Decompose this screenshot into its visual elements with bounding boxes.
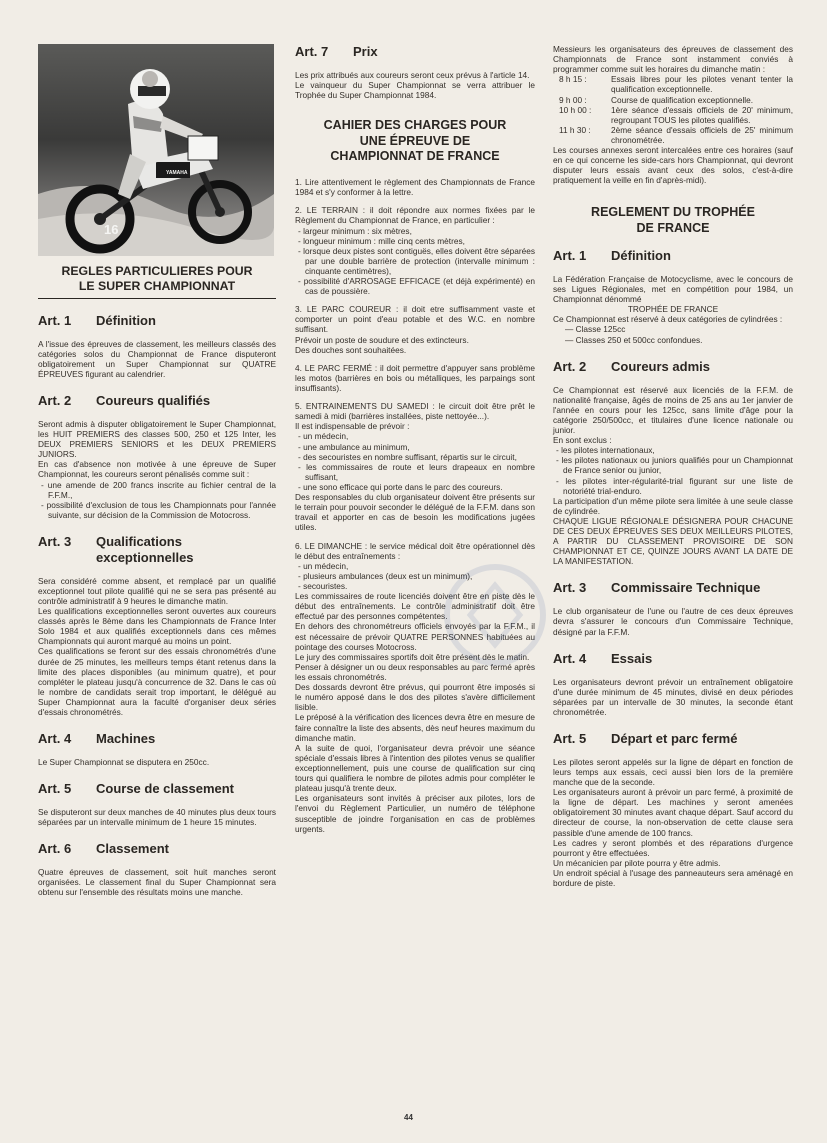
r-art4-text: Les organisateurs devront prévoir un entraînement obligatoire d'une durée minimum de 45 minutes, divisé en deux périodes séparées par un intervalle de 30 minutes, la seconde étant chronométrée. (553, 676, 793, 717)
charge-5: 5. ENTRAINEMENTS DU SAMEDI : le circuit doit être prêt le samedi à midi (barrières installées, piste nettoyée...). (295, 401, 535, 422)
art3-heading: Art. 3 Qualifications exceptionnelles (38, 533, 194, 565)
charge-3b: Prévoir un poste de soudure et des extincteurs. (295, 334, 469, 345)
art2-heading: Art. 2 Coureurs qualifiés (38, 393, 211, 409)
bike-brand: YAMAHA (166, 170, 188, 176)
art4-heading: Art. 4 Machines (38, 731, 156, 747)
art7-text-2: Le vainqueur du Super Championnat se verra attribuer le Trophée du Super Championnat 1984. (295, 79, 535, 101)
art7-text-1: Les prix attribués aux coureurs seront ceux prévus à l'article 14. (295, 69, 530, 80)
dimanche-para: Des dossards devront être prévus, qui pourront être imposés si le numéro apposé dans le dos des pilotes s'avère difficilement lisible. (295, 682, 535, 713)
dimanche-para: En dehors des chronométreurs officiels envoyés par la F.F.M., il est nécessaire de prévoir QUATRE PERSONNES habituées au pointage des courses Motocross. (295, 621, 535, 652)
page-number: 44 (404, 1113, 413, 1122)
dimanche-item: - secouristes. (298, 581, 348, 591)
art5-heading: Art. 5 Course de classement (38, 781, 235, 797)
samedi-item: - les commissaires de route et leurs drapeaux en nombre suffisant, (298, 461, 535, 482)
r-art3-text: Le club organisateur de l'une ou l'autre de ces deux épreuves devra s'assurer le concours d'un Commissaire Technique, désigné par la F.F.M. (553, 606, 793, 637)
terrain-item: - possibilité d'ARROSAGE EFFICACE (et déjà expérimenté) en cas de poussière. (298, 276, 535, 297)
art1-text: A l'issue des épreuves de classement, les meilleurs classés des catégories solos du Championnat de France disputeront obligatoirement un Super Championnat sur QUATRE ÉPREUVES figurant au calendrier. (38, 338, 276, 379)
dimanche-para: Les organisateurs sont invités à préciser aux pilotes, lors de l'envoi du Règlement Particulier, un numéro de téléphone susceptible de joindre l'organisation en cas de problèmes urgents. (295, 793, 535, 834)
dimanche-para: A la suite de quoi, l'organisateur devra prévoir une séance spéciale d'essais libres à l'intention des pilotes venus se qualifier exceptionnellement, puis une course de qualification sur cinq tours qui qualifiera le nombre de pilotes admis pour compléter le plateau jusqu'à trente deux. (295, 742, 535, 794)
super-championnat-title: REGLES PARTICULIERES POUR LE SUPER CHAMPIONNAT (38, 264, 276, 299)
charge-3c: Des douches sont souhaitées. (295, 344, 407, 355)
dimanche-para: Penser à désigner un ou deux responsables au parc fermé après les essais chronométrés. (295, 661, 535, 682)
r-art2-text-3: La participation d'un même pilote sera limitée à une seule classe de cylindrée. (553, 495, 793, 516)
schedule-row: 11 h 30 : 2ème séance d'essais officiels de 25' minimum chronométrée. (559, 124, 793, 145)
dimanche-item: - un médecin, (298, 560, 349, 571)
r-art2-text: Ce Championnat est réservé aux licenciés de la F.F.M. de nationalité française, âgés de moins de 25 ans au 1er janvier de l'année en cours pour les 125cc, sans limite d'âge pour la catégorie 250/500cc, et titulaires d'une licence nationale ou junior. (553, 384, 793, 435)
exclus-item: - les pilotes inter-régularité-trial figurant sur une liste de notoriété trial-enduro. (556, 475, 793, 496)
r-art1-text-2: Ce Championnat est réservé à deux catégories de cylindrées : (553, 314, 783, 325)
bike-number: 16 (104, 222, 119, 237)
r-art2-text-4: CHAQUE LIGUE RÉGIONALE DÉSIGNERA POUR CHACUNE DE CES DEUX ÉPREUVES SES DEUX MEILLEURS PILOTES, A PARTIR DU CLASSEMENT PROVISOIRE DE SON CHAMPIONNAT ET CE, QUINZE JOURS AVANT LA DATE DE LA MANIFESTATION. (553, 515, 793, 567)
charge-3: 3. LE PARC COUREUR : il doit etre suffisamment vaste et comporter un point d'eau potable et des W.C. en nombre suffisant. (295, 304, 535, 335)
schedule-row: 10 h 00 : 1ère séance d'essais officiels de 20' minimum, regroupant TOUS les pilotes qualifiés. (559, 104, 793, 125)
r-art5-text: Les cadres y seront plombés et des réparations d'urgence pourront y être effectuées. (553, 837, 793, 858)
right-column (553, 0, 793, 888)
r-art5-text: Les organisateurs auront à prévoir un parc fermé, à proximité de la ligne de départ. Les machines y seront amenées obligatoirement 30 minutes avant chaque départ. Sauf accord du directeur de course, la non-observation de cette clause sera passible d'une amende de 100 francs. (553, 787, 793, 838)
dimanche-para: Les commissaires de route licenciés doivent être en piste dès le début des entraînements. Le contrôle administratif doit être effectué par des personnes compétentes. (295, 591, 535, 622)
left-column (38, 0, 276, 897)
r-art3-heading: Art. 3 Commissaire Technique (553, 580, 761, 596)
art3-text-1: Sera considéré comme absent, et remplacé par un qualifié exceptionnel tout pilote qualifié qui ne se sera pas présenté au contrôle administratif à 9 heures le dimanche matin. (38, 575, 276, 606)
r-art4-heading: Art. 4 Essais (553, 650, 653, 666)
reglement-trophee-title: REGLEMENT DU TROPHÉE DE FRANCE (591, 204, 755, 235)
charge-1: 1. Lire attentivement le règlement des Championnats de France 1984 et s'y conformer à la lettre. (295, 177, 535, 198)
art1-heading: Art. 1 Définition (38, 312, 156, 328)
r-art5-text: Les pilotes seront appelés sur la ligne de départ en fonction de leurs temps aux essais, ceci aussi bien lors de la première manche que de la seconde. (553, 756, 793, 788)
r-art2-heading: Art. 2 Coureurs admis (553, 358, 710, 374)
charge-2: 2. LE TERRAIN : il doit répondre aux normes fixées par le Règlement du Championnat de France, en particulier : (295, 205, 535, 226)
terrain-item: - largeur minimum : six mètres, (298, 225, 412, 236)
art2-text-1: Seront admis à disputer obligatoirement le Super Championnat, les HUIT PREMIERS des classes 500, 250 et 125 Inter, les DEUX PREMIERS SENIORS et les DEUX PREMIERS JUNIORS. (38, 418, 276, 460)
schedule-row: 8 h 15 : Essais libres pour les pilotes venant tenter la qualification exceptionnelle. (559, 74, 793, 95)
r-art1-text: La Fédération Française de Motocyclisme, avec le concours de ses Ligues Régionales, met en compétition pour 1984, un Championnat dénommé (553, 273, 793, 305)
art2-text-2: En cas d'absence non motivée à une épreuve de Super Championnat, les coureurs seront pénalisés comme suit : (38, 459, 276, 480)
samedi-item: - des secouristes en nombre suffisant, répartis sur le circuit, (298, 451, 517, 462)
art6-text: Quatre épreuves de classement, soit huit manches seront organisées. Le classement final du Super Championnat sera obtenu sur l'ensemble des résultats moins une manche. (38, 867, 276, 898)
art2-penalty-1: - une amende de 200 francs inscrite au fichier central de la F.F.M., (41, 479, 276, 500)
dimanche-para: Le préposé à la vérification des licences devra être en mesure de faire connaître la liste des absents, dès neuf heures maximum du dimanche matin. (295, 712, 535, 743)
charge-6: 6. LE DIMANCHE : le service médical doit être opérationnel dès le début des entraînements : (295, 540, 535, 561)
art2-penalty-2: - possibilité d'exclusion de tous les Championnats pour l'année suivante, sur décision de la Commission de Motocross. (41, 499, 276, 520)
schedule-row: 9 h 00 : Course de qualification exceptionnelle. (559, 94, 754, 105)
art3-text-3: Ces qualifications se feront sur des essais chronométrés d'une durée de 25 minutes, les meilleurs temps étant retenus dans la limite des places disponibles (au minimum quatre), et pour compléter le plateau jusqu'à concurrence de 32. Dans le cas où le nombre de candidats serait trop important, le délégué au Super Championnat aura la faculté d'organiser deux séries d'essais chronométrés. (38, 646, 276, 718)
charge-5b: Il est indispensable de prévoir : (295, 421, 410, 432)
art4-text: Le Super Championnat se disputera en 250cc. (38, 757, 210, 768)
samedi-item: - une sono efficace qui porte dans le parc des coureurs. (298, 482, 503, 493)
trophy-name: TROPHÉE DE FRANCE (627, 304, 719, 315)
terrain-item: - lorsque deux pistes sont contiguës, elles doivent être séparées par une double barrière de protection (intervalle minimum : cinquante centimètres), (298, 245, 535, 276)
art3-text-2: Les qualifications exceptionnelles seront ouvertes aux coureurs classés après le 8ème dans les Championnats de France Inter Solo 1984 et aux qualifiés exceptionnels dans ces mêmes Championnats qui auront marqué au moins un point. (38, 606, 276, 647)
r-art1-heading: Art. 1 Définition (553, 248, 671, 264)
exclus-item: - les pilotes nationaux ou juniors qualifiés pour un Championnat de France senior ou junior, (556, 455, 793, 476)
class-item: — Classes 250 et 500cc confondues. (565, 334, 703, 345)
charge-5c: Des responsables du club organisateur doivent être présents sur le terrain pour pouvoir seconder le délégué de la F.F.M. dans son travail et apporter en cas de besoin les modifications jugées utiles. (295, 492, 535, 533)
cahier-des-charges-title: CAHIER DES CHARGES POUR UNE ÉPREUVE DE CHAMPIONNAT DE FRANCE (323, 118, 507, 164)
middle-column (295, 0, 535, 834)
horaires-intro: Messieurs les organisateurs des épreuves de classement des Championnats de France sont instamment conviés à programmer comme suit les horaires du dimanche matin : (553, 44, 793, 75)
samedi-item: - une ambulance au minimum, (298, 441, 410, 452)
r-art5-text: Un mécanicien par pilote pourra y être admis. (553, 857, 721, 868)
art5-text: Se disputeront sur deux manches de 40 minutes plus deux tours séparées par un intervalle minimum de 1 heure 15 minutes. (38, 807, 276, 828)
r-art5-heading: Art. 5 Départ et parc fermé (553, 730, 738, 746)
art6-heading: Art. 6 Classement (38, 841, 169, 857)
terrain-item: - longueur minimum : mille cinq cents mètres, (298, 235, 465, 246)
r-art2-text-2: En sont exclus : (553, 435, 612, 446)
charge-4: 4. LE PARC FERMÉ : il doit permettre d'appuyer sans problème les motos (barrières en bois ou métalliques, les parpaings sont insuffisants). (295, 362, 535, 394)
class-item: — Classe 125cc (565, 324, 626, 335)
r-art5-text: Un endroit spécial à l'usage des panneauteurs sera aménagé en bordure de piste. (553, 868, 793, 889)
art7-heading: Art. 7 Prix (295, 44, 378, 59)
dimanche-item: - plusieurs ambulances (deux est un minimum), (298, 570, 473, 581)
dimanche-para: Le jury des commissaires sportifs doit être présent dès le matin. (295, 651, 530, 662)
horaires-after: Les courses annexes seront intercalées entre ces horaires (sauf en ce qui concerne les side-cars hors Championnat, qui devront disputer leurs essais avant ceux des solos, c'est-à-dire pratiquement la veille en fin d'après-midi). (553, 145, 793, 186)
samedi-item: - un médecin, (298, 431, 349, 442)
exclus-item: - les pilotes internationaux, (556, 445, 655, 456)
